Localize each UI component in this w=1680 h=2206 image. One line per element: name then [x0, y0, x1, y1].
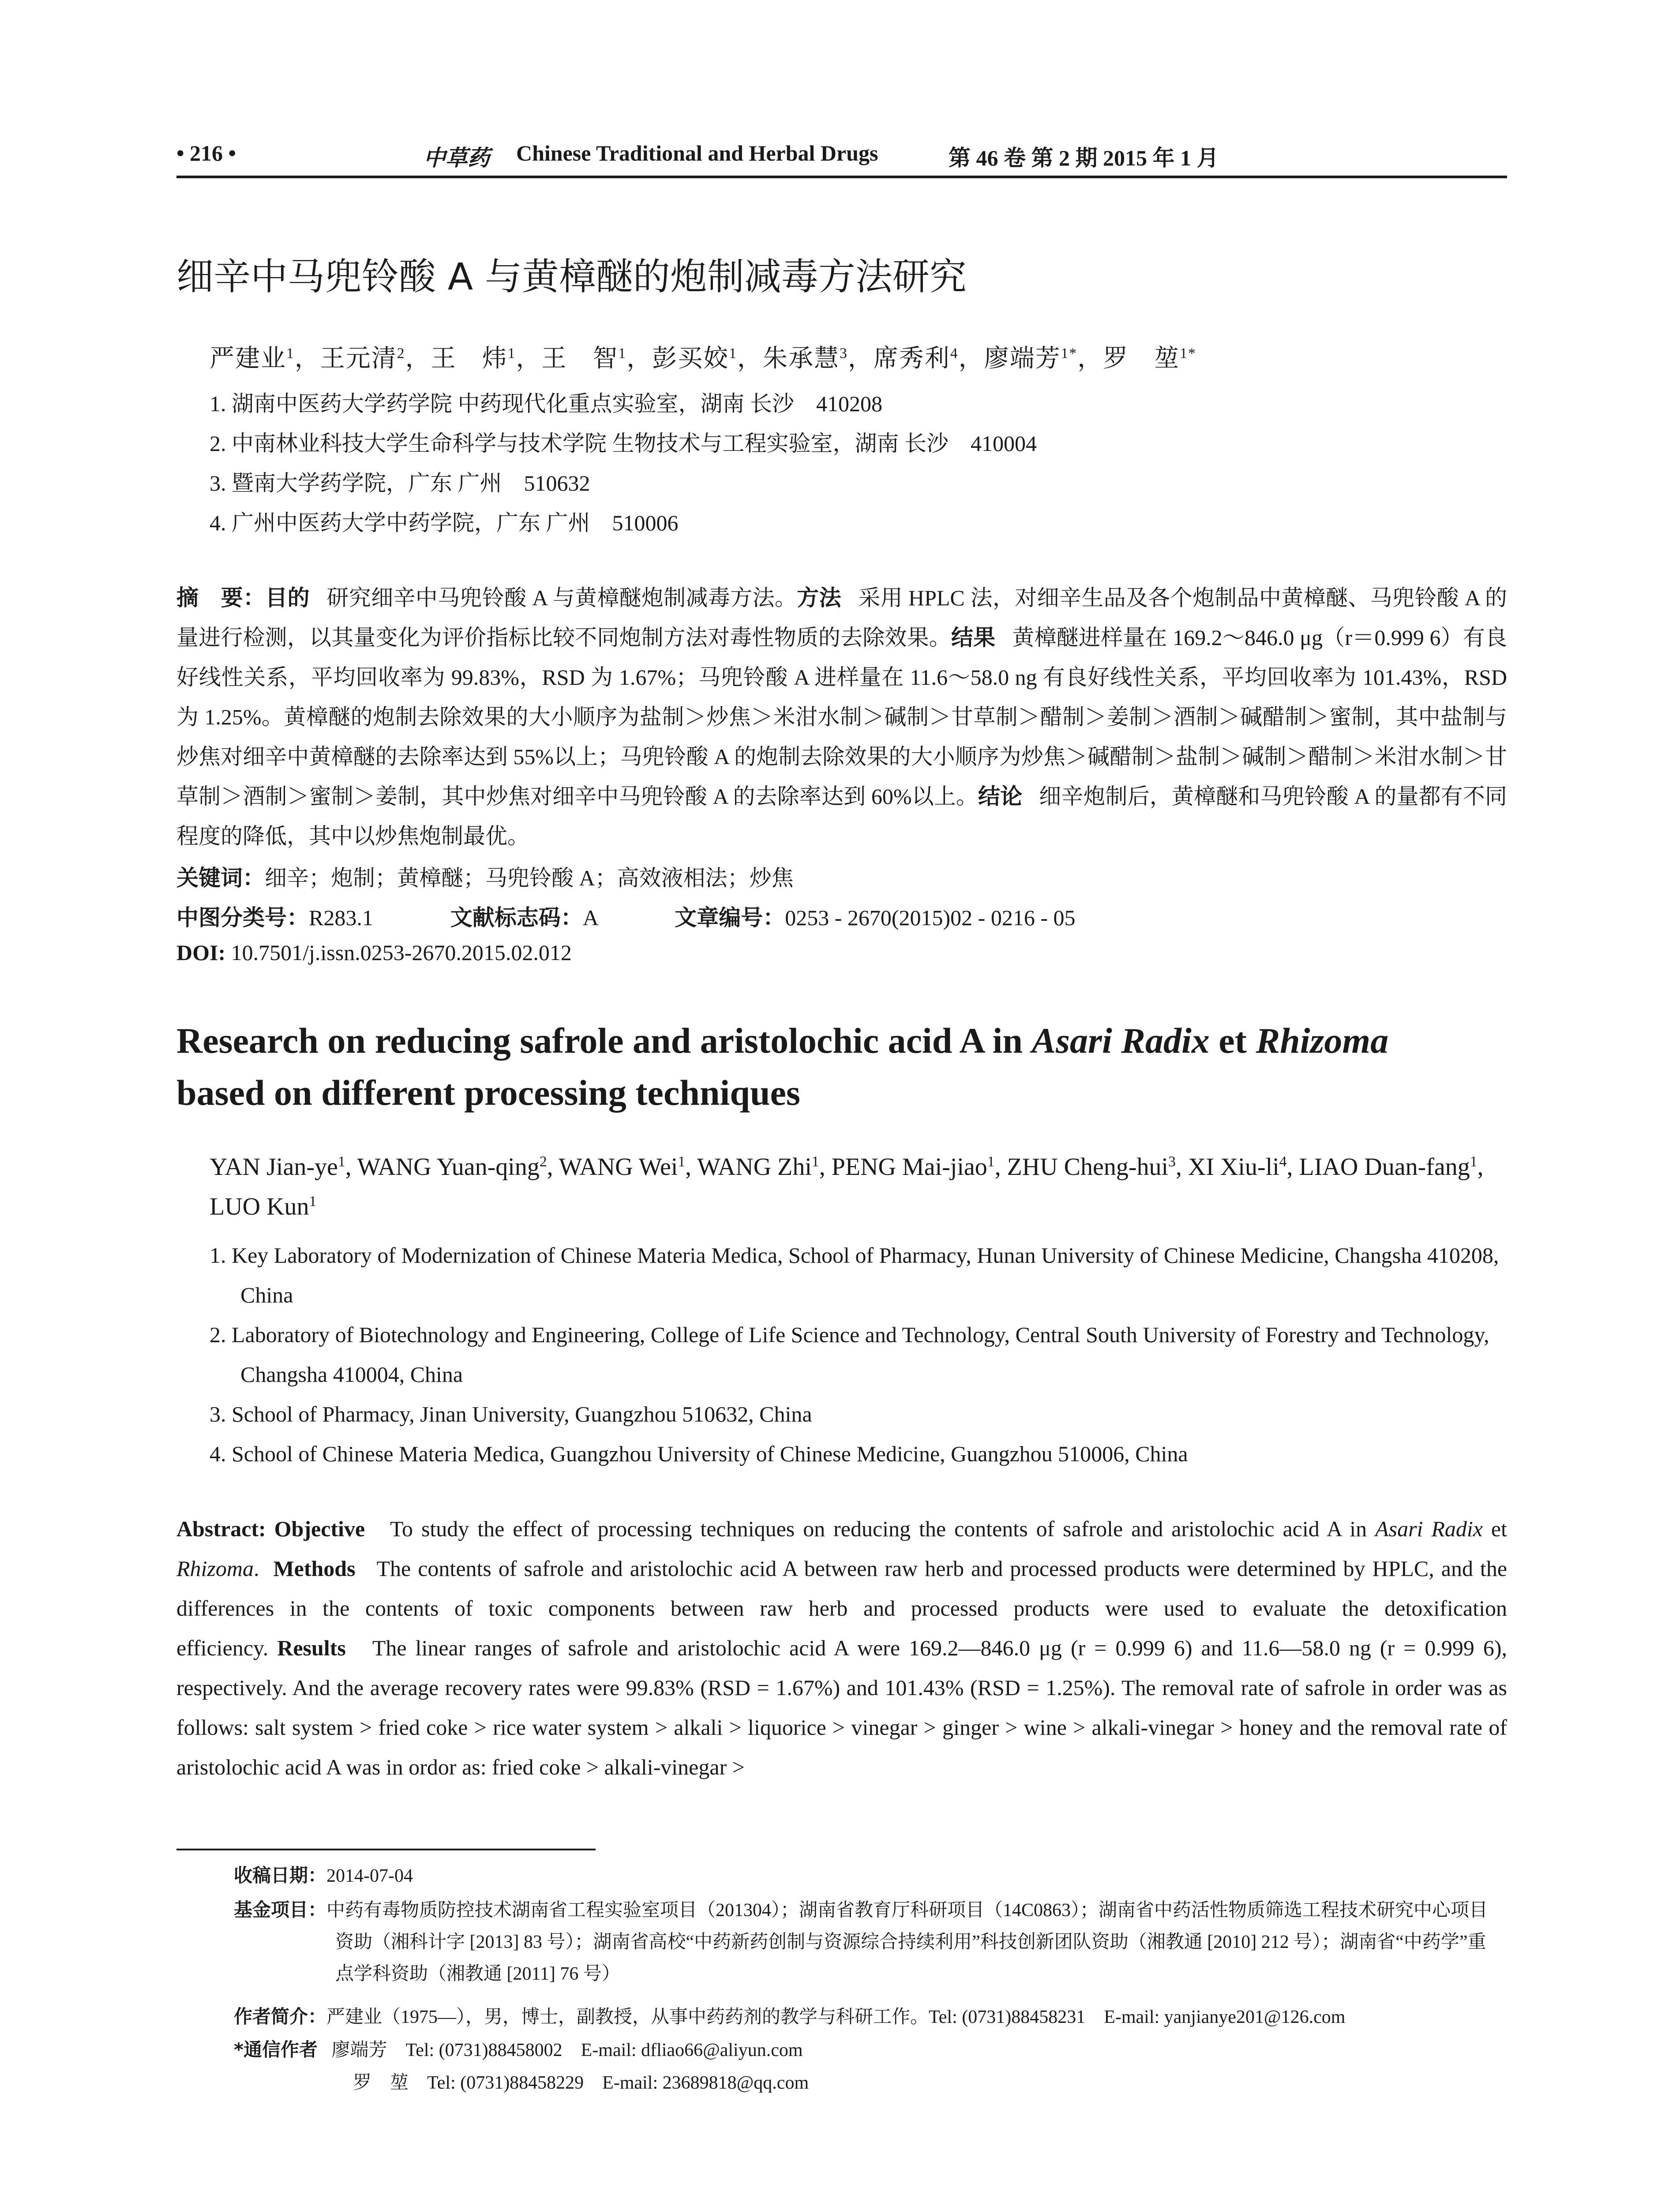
author-name: LUO Kun — [210, 1193, 309, 1220]
abstract-en — [176, 1509, 1507, 1787]
author-affiliation-mark: 1 — [618, 345, 627, 362]
author-affiliation-mark: 1 — [987, 1153, 995, 1170]
doi-label: DOI: — [176, 940, 226, 965]
footnote-label: *通信作者 — [234, 2039, 318, 2060]
header-rule — [176, 176, 1507, 178]
journal-issue: 第 46 卷 第 2 期 2015 年 1 月 — [949, 146, 1219, 170]
author-affiliation-mark: 1 — [678, 1153, 686, 1170]
clc-value: R283.1 — [309, 905, 373, 930]
author-name: WANG Yuan-qing — [357, 1153, 540, 1181]
authors-cn: 严建业$^1$，王元清$^2$，王 炜$^1$，王 智$^1$，彭买姣$^1$，朱承慧$^3$，席秀利$^4$，廖端芳$^{1*}$，罗 堃$^{1*}$ — [210, 345, 1196, 372]
author-name: 廖端芳 — [984, 345, 1061, 372]
author-name: PENG Mai-jiao — [831, 1153, 987, 1181]
doi-line — [176, 940, 572, 965]
methods-text: 采用 HPLC 法，对细辛生品及各个炮制品中黄樟醚、马兜铃酸 A 的量进行检测，以其量变化为评价指标比较不同炮制方法对毒性物质的去除效果。 — [176, 585, 1508, 650]
article-no-label: 文章编号： — [675, 905, 785, 930]
classification-line — [176, 900, 1075, 932]
footnote-text: 2014-07-04 — [326, 1866, 413, 1886]
author-name: WANG Wei — [559, 1153, 678, 1181]
author-affiliation-mark: 4 — [950, 345, 959, 362]
author-name: XI Xiu-li — [1188, 1153, 1279, 1181]
author-name: 朱承慧 — [762, 345, 840, 372]
author-name: 彭买姣 — [652, 345, 729, 372]
author-name: 王 智 — [541, 345, 619, 372]
title-en-line2: based on different processing techniques — [176, 1073, 800, 1113]
abstract-label: 摘 要： — [176, 585, 266, 610]
keywords-cn — [176, 860, 794, 892]
author-affiliation-mark: 2 — [397, 345, 405, 362]
author-name: 席秀利 — [873, 345, 950, 372]
footnote-text: 严建业（1975—），男，博士，副教授，从事中药药剂的教学与科研工作。Tel: (0731)88458231 E-mail: yanjianye201@126.com — [326, 2007, 1346, 2027]
author-name: 王 炜 — [431, 345, 508, 372]
species-name: Asari Radix — [1375, 1516, 1483, 1541]
author-name: ZHU Cheng-hui — [1007, 1153, 1169, 1181]
author-name: 罗 堃 — [1103, 345, 1180, 372]
methods-label: 方法 — [797, 585, 841, 610]
title-en-species: Asari Radix — [1031, 1020, 1210, 1061]
methods-text: The contents of safrole and aristolochic acid A between raw herb and processed products were determined by HPLC, and the differences in the contents of toxic components between raw herb and processed products were used to evaluate the detoxification efficiency. — [176, 1556, 1508, 1660]
conclusion-text: 细辛炮制后，黄樟醚和马兜铃酸 A 的量都有不同程度的降低，其中以炒焦炮制最优。 — [176, 784, 1508, 848]
author-affiliation-mark: 1 — [507, 345, 516, 362]
methods-label: Methods — [273, 1556, 356, 1581]
footnote-rule — [176, 1849, 596, 1850]
affiliation-en: 3. School of Pharmacy, Jinan University, Guangzhou 510632, China — [210, 1402, 812, 1426]
footnote-text: 中药有毒物质防控技术湖南省工程实验室项目（201304）；湖南省教育厅科研项目（14C0863）；湖南省中药活性物质筛选工程技术研究中心项目资助（湘科计字 [2013] 83 号）；湖南省高校“中药新药创制与资源综合持续利用”科技创新团队资助（湘教通 [2010] 212 号）；湖南省“中药学”重点学科资助（湘教通 [2011] 76 号） — [326, 1900, 1488, 1984]
abstract-objective-label: Abstract: Objective — [176, 1516, 365, 1541]
author-affiliation-mark: 1 — [729, 345, 737, 362]
objective-text: . — [254, 1556, 259, 1581]
title-en-species: Rhizoma — [1256, 1020, 1389, 1061]
doc-code-value: A — [582, 905, 598, 930]
footnote-label: 作者简介： — [234, 2006, 327, 2027]
objective-text: 研究细辛中马兜铃酸 A 与黄樟醚炮制减毒方法。 — [326, 585, 797, 610]
keywords-text: 细辛；炮制；黄樟醚；马兜铃酸 A；高效液相法；炒焦 — [265, 866, 794, 890]
results-label: Results — [277, 1636, 346, 1660]
footnote-corresponding-2: 罗 堃 Tel: (0731)88458229 E-mail: 23689818@qq.com — [353, 2073, 809, 2093]
author-affiliation-mark: 1* — [1180, 345, 1196, 362]
author-affiliation-mark: 2 — [539, 1153, 547, 1170]
authors-en: YAN Jian-$ye^1$, WANG Yuan-qing$^2$, WANG Wei$^1$, WANG Zhi$^1$, PENG Mai-jiao$^1$, ZHU Cheng-hui$^3$, XI Xiu-$li^4$, LIAO Duan-fang$^1$, LUO Kun$^1$ — [210, 1153, 1484, 1220]
doi-link[interactable]: 10.7501/j.issn.0253-2670.2015.02.012 — [231, 940, 572, 965]
results-text: The linear ranges of safrole and aristolochic acid A were 169.2—846.0 μg (r = 0.999 6) and 11.6—58.0 ng (r = 0.999 6), respectively. And the average recovery rates were 99.83% (RSD = 1.67%) and 101.43% (RSD = 1.25%). The removal rate of safrole in order was as follows: salt system > fried coke > rice water system > alkali > liquorice > vinegar > ginger > wine > alkali-vinegar > honey and the removal rate of aristolochic acid A was in ordor as: fried coke > alkali-vinegar > — [176, 1636, 1508, 1779]
footnote-bio — [234, 2001, 1504, 2033]
author-affiliation-mark: 3 — [1168, 1153, 1176, 1170]
author-affiliation-mark: 1 — [286, 345, 295, 362]
author-affiliation-mark: 1 — [1470, 1153, 1478, 1170]
author-affiliation-mark: 1 — [338, 1153, 345, 1170]
author-name: WANG Zhi — [697, 1153, 812, 1181]
footnote-corresponding — [234, 2034, 1504, 2066]
doc-code-label: 文献标志码： — [450, 905, 583, 930]
affiliation-cn: 1. 湖南中医药大学药学院 中药现代化重点实验室，湖南 长沙 410208 — [210, 391, 882, 416]
journal-name-cn: 中草药 — [424, 145, 490, 171]
affiliation-cn: 3. 暨南大学药学院，广东 广州 510632 — [210, 471, 590, 495]
affiliation-cn: 4. 广州中医药大学中药学院，广东 广州 510006 — [210, 510, 679, 535]
running-header — [176, 140, 1507, 180]
abstract-cn — [176, 578, 1507, 856]
journal-name-en: Chinese Traditional and Herbal Drugs — [516, 141, 878, 165]
species-name: Rhizoma — [176, 1556, 254, 1581]
article-no-value: 0253 - 2670(2015)02 - 0216 - 05 — [785, 905, 1076, 930]
affiliation-en: 1. Key Laboratory of Modernization of Chinese Materia Medica, School of Pharmacy, Hunan University of Chinese Medicine, Changsha 410208, China — [210, 1243, 1499, 1307]
author-affiliation-mark: 1 — [811, 1153, 819, 1170]
objective-text: et — [1482, 1516, 1508, 1541]
author-name: 王元清 — [320, 345, 397, 372]
footnote-label: 收稿日期： — [234, 1865, 327, 1886]
author-affiliation-mark: 4 — [1279, 1153, 1287, 1170]
objective-text: To study the effect of processing techniques on reducing the contents of safrole and aristolochic acid A in — [390, 1516, 1376, 1541]
footnote-label: 基金项目： — [234, 1899, 327, 1921]
author-affiliation-mark: 1* — [1061, 345, 1078, 362]
clc-label: 中图分类号： — [176, 905, 309, 930]
affiliation-en: 4. School of Chinese Materia Medica, Guangzhou University of Chinese Medicine, Guangzhou 510006, China — [210, 1441, 1188, 1466]
title-en-text: et — [1209, 1020, 1256, 1061]
footnote-text: 廖端芳 Tel: (0731)88458002 E-mail: dfliao66@aliyun.com — [331, 2040, 803, 2060]
footnote-received — [234, 1860, 1504, 1892]
title-cn: 细辛中马兜铃酸 A 与黄樟醚的炮制减毒方法研究 — [176, 255, 967, 298]
author-name: 严建业 — [210, 345, 286, 372]
author-affiliation-mark: 1 — [309, 1193, 317, 1210]
objective-label: 目的 — [265, 585, 310, 610]
conclusion-label: 结论 — [978, 784, 1023, 809]
affiliation-en: 2. Laboratory of Biotechnology and Engineering, College of Life Science and Technology, Central South University of Forestry and Technology, Changsha 410004, China — [210, 1322, 1489, 1387]
author-affiliation-mark: 3 — [839, 345, 848, 362]
results-label: 结果 — [951, 625, 996, 650]
author-name: YAN Jian-ye — [210, 1153, 338, 1181]
affiliation-cn: 2. 中南林业科技大学生命科学与技术学院 生物技术与工程实验室，湖南 长沙 410004 — [210, 431, 1037, 456]
author-name: LIAO Duan-fang — [1299, 1153, 1470, 1181]
title-en-text: Research on reducing safrole and aristolochic acid A in — [176, 1020, 1032, 1061]
page-number: • 216 • — [176, 141, 236, 165]
results-text: 黄樟醚进样量在 169.2～846.0 μg（r＝0.999 6）有良好线性关系，平均回收率为 99.83%，RSD 为 1.67%；马兜铃酸 A 进样量在 11.6～58.0 ng 有良好线性关系，平均回收率为 101.43%，RSD 为 1.25%。黄樟醚的炮制去除效果的大小顺序为盐制＞炒焦＞米泔水制＞碱制＞甘草制＞醋制＞姜制＞酒制＞碱醋制＞蜜制，其中盐制与炒焦对细辛中黄樟醚的去除率达到 55%以上；马兜铃酸 A 的炮制去除效果的大小顺序为炒焦＞碱醋制＞盐制＞碱制＞醋制＞米泔水制＞甘草制＞酒制＞蜜制＞姜制，其中炒焦对细辛中马兜铃酸 A 的去除率达到 60%以上。 — [176, 625, 1507, 809]
footnote-fund — [234, 1894, 1504, 1990]
keywords-label: 关键词： — [176, 866, 265, 890]
title-en — [176, 1015, 1507, 1119]
